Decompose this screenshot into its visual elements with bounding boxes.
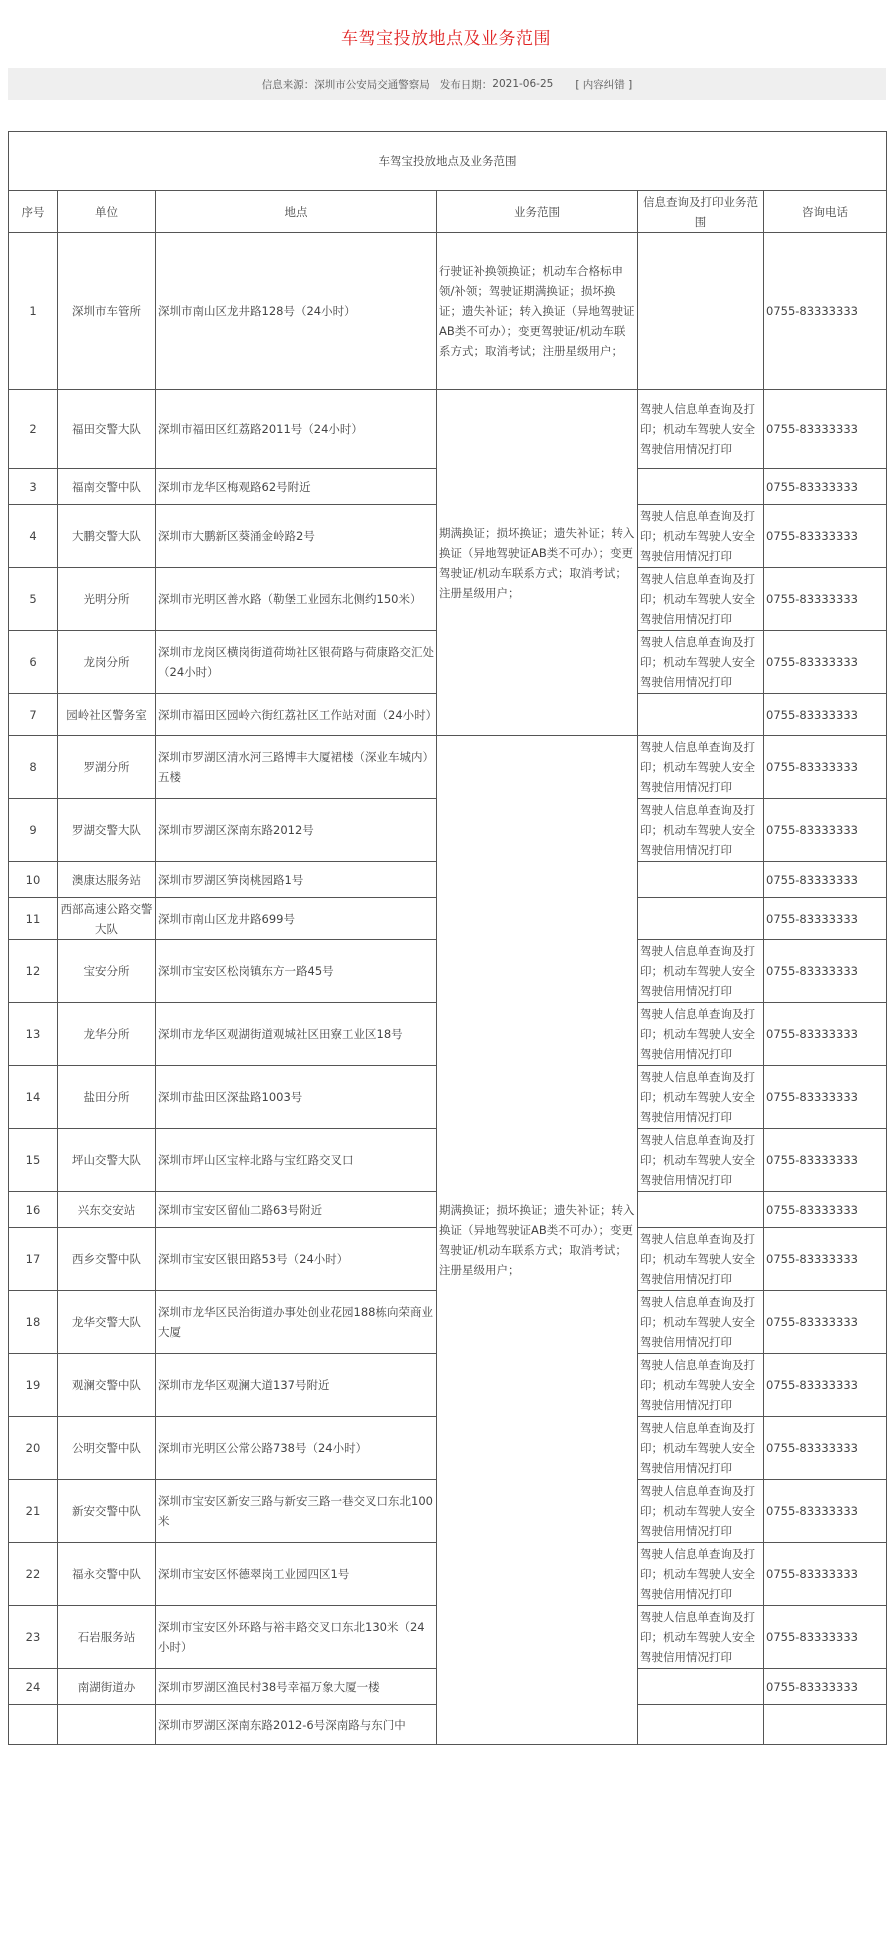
row-unit: 公明交警中队 <box>58 1417 156 1480</box>
row-info-print-scope: 驾驶人信息单查询及打印；机动车驾驶人安全驾驶信用情况打印 <box>638 1291 764 1354</box>
row-info-print-scope: 驾驶人信息单查询及打印；机动车驾驶人安全驾驶信用情况打印 <box>638 1480 764 1543</box>
row-info-print-scope <box>638 1705 764 1745</box>
row-address: 深圳市宝安区留仙二路63号附近 <box>156 1192 437 1228</box>
row-unit: 深圳市车管所 <box>58 233 156 390</box>
row-phone: 0755-83333333 <box>764 1354 887 1417</box>
row-index: 8 <box>9 736 58 799</box>
row-index: 24 <box>9 1669 58 1705</box>
row-unit: 兴东交安站 <box>58 1192 156 1228</box>
row-index: 1 <box>9 233 58 390</box>
row-phone: 0755-83333333 <box>764 1291 887 1354</box>
col-header-phone: 咨询电话 <box>764 191 887 233</box>
row-info-print-scope <box>638 1669 764 1705</box>
row-phone: 0755-83333333 <box>764 1129 887 1192</box>
row-phone: 0755-83333333 <box>764 1417 887 1480</box>
row-index: 23 <box>9 1606 58 1669</box>
row-index: 11 <box>9 898 58 940</box>
row-phone: 0755-83333333 <box>764 1669 887 1705</box>
row-address: 深圳市龙华区梅观路62号附近 <box>156 469 437 505</box>
row-info-print-scope: 驾驶人信息单查询及打印；机动车驾驶人安全驾驶信用情况打印 <box>638 1354 764 1417</box>
source-value: 深圳市公安局交通警察局 <box>314 78 430 91</box>
row-index: 5 <box>9 568 58 631</box>
row-index: 9 <box>9 799 58 862</box>
row-phone: 0755-83333333 <box>764 694 887 736</box>
row-index: 3 <box>9 469 58 505</box>
table-header-row <box>9 191 887 233</box>
row-phone: 0755-83333333 <box>764 631 887 694</box>
col-header-address: 地点 <box>156 191 437 233</box>
row-index: 16 <box>9 1192 58 1228</box>
row-unit: 园岭社区警务室 <box>58 694 156 736</box>
row-index: 18 <box>9 1291 58 1354</box>
row-phone: 0755-83333333 <box>764 390 887 469</box>
row-address: 深圳市光明区公常公路738号（24小时） <box>156 1417 437 1480</box>
row-phone: 0755-83333333 <box>764 1543 887 1606</box>
table-row <box>9 736 887 799</box>
row-unit: 大鹏交警大队 <box>58 505 156 568</box>
row-index: 17 <box>9 1228 58 1291</box>
row-unit: 罗湖交警大队 <box>58 799 156 862</box>
row-unit: 澳康达服务站 <box>58 862 156 898</box>
publish-date: 2021-06-25 <box>492 78 554 90</box>
row-unit: 盐田分所 <box>58 1066 156 1129</box>
content-correction-link[interactable]: [ 内容纠错 ] <box>575 78 633 91</box>
row-address: 深圳市龙岗区横岗街道荷坳社区银荷路与荷康路交汇处（24小时） <box>156 631 437 694</box>
row-phone: 0755-83333333 <box>764 1003 887 1066</box>
row-info-print-scope: 驾驶人信息单查询及打印；机动车驾驶人安全驾驶信用情况打印 <box>638 631 764 694</box>
row-phone: 0755-83333333 <box>764 568 887 631</box>
row-index: 15 <box>9 1129 58 1192</box>
row-unit: 罗湖分所 <box>58 736 156 799</box>
row-unit: 龙华分所 <box>58 1003 156 1066</box>
row-unit: 龙华交警大队 <box>58 1291 156 1354</box>
row-unit <box>58 1705 156 1745</box>
col-header-unit: 单位 <box>58 191 156 233</box>
row-info-print-scope: 驾驶人信息单查询及打印；机动车驾驶人安全驾驶信用情况打印 <box>638 940 764 1003</box>
row-index <box>9 1705 58 1745</box>
row-info-print-scope <box>638 1192 764 1228</box>
row-unit: 宝安分所 <box>58 940 156 1003</box>
row-index: 21 <box>9 1480 58 1543</box>
row-phone: 0755-83333333 <box>764 1228 887 1291</box>
row-phone: 0755-83333333 <box>764 233 887 390</box>
row-info-print-scope <box>638 694 764 736</box>
row-index: 7 <box>9 694 58 736</box>
row-address: 深圳市宝安区外环路与裕丰路交叉口东北130米（24小时） <box>156 1606 437 1669</box>
row-info-print-scope: 驾驶人信息单查询及打印；机动车驾驶人安全驾驶信用情况打印 <box>638 1543 764 1606</box>
row-index: 12 <box>9 940 58 1003</box>
page-title: 车驾宝投放地点及业务范围 <box>341 29 551 49</box>
table-caption: 车驾宝投放地点及业务范围 <box>9 132 887 191</box>
row-unit: 福永交警中队 <box>58 1543 156 1606</box>
row-info-print-scope <box>638 862 764 898</box>
row-unit: 南湖街道办 <box>58 1669 156 1705</box>
row-phone: 0755-83333333 <box>764 1606 887 1669</box>
row-info-print-scope: 驾驶人信息单查询及打印；机动车驾驶人安全驾驶信用情况打印 <box>638 568 764 631</box>
table-caption-row <box>9 132 887 191</box>
row-address: 深圳市龙华区观湖街道观城社区田寮工业区18号 <box>156 1003 437 1066</box>
table-row <box>9 233 887 390</box>
col-header-business-scope: 业务范围 <box>437 191 638 233</box>
row-address: 深圳市盐田区深盐路1003号 <box>156 1066 437 1129</box>
col-header-info-print-scope: 信息查询及打印业务范围 <box>638 191 764 233</box>
row-business-scope: 期满换证；损坏换证；遗失补证；转入换证（异地驾驶证AB类不可办）；变更驾驶证/机动车联系方式；取消考试；注册星级用户； <box>437 390 638 736</box>
row-info-print-scope: 驾驶人信息单查询及打印；机动车驾驶人安全驾驶信用情况打印 <box>638 736 764 799</box>
row-phone: 0755-83333333 <box>764 1192 887 1228</box>
row-index: 10 <box>9 862 58 898</box>
col-header-index: 序号 <box>9 191 58 233</box>
row-unit: 西乡交警中队 <box>58 1228 156 1291</box>
row-index: 4 <box>9 505 58 568</box>
row-phone: 0755-83333333 <box>764 1066 887 1129</box>
row-unit: 坪山交警大队 <box>58 1129 156 1192</box>
row-info-print-scope: 驾驶人信息单查询及打印；机动车驾驶人安全驾驶信用情况打印 <box>638 799 764 862</box>
row-phone: 0755-83333333 <box>764 469 887 505</box>
row-info-print-scope: 驾驶人信息单查询及打印；机动车驾驶人安全驾驶信用情况打印 <box>638 1003 764 1066</box>
locations-table <box>8 131 887 1745</box>
row-index: 14 <box>9 1066 58 1129</box>
row-address: 深圳市坪山区宝梓北路与宝红路交叉口 <box>156 1129 437 1192</box>
row-address: 深圳市罗湖区笋岗桃园路1号 <box>156 862 437 898</box>
row-phone: 0755-83333333 <box>764 505 887 568</box>
row-unit: 福南交警中队 <box>58 469 156 505</box>
row-unit: 观澜交警中队 <box>58 1354 156 1417</box>
row-index: 22 <box>9 1543 58 1606</box>
row-address: 深圳市宝安区怀德翠岗工业园四区1号 <box>156 1543 437 1606</box>
date-label: 发布日期： <box>439 78 493 91</box>
meta-bar <box>8 68 886 100</box>
row-address: 深圳市福田区园岭六街红荔社区工作站对面（24小时） <box>156 694 437 736</box>
row-phone <box>764 1705 887 1745</box>
row-index: 6 <box>9 631 58 694</box>
row-address: 深圳市南山区龙井路699号 <box>156 898 437 940</box>
source-label: 信息来源： <box>261 78 315 91</box>
row-unit: 龙岗分所 <box>58 631 156 694</box>
row-unit: 福田交警大队 <box>58 390 156 469</box>
row-index: 19 <box>9 1354 58 1417</box>
row-info-print-scope: 驾驶人信息单查询及打印；机动车驾驶人安全驾驶信用情况打印 <box>638 1417 764 1480</box>
row-address: 深圳市龙华区观澜大道137号附近 <box>156 1354 437 1417</box>
row-info-print-scope: 驾驶人信息单查询及打印；机动车驾驶人安全驾驶信用情况打印 <box>638 505 764 568</box>
row-info-print-scope <box>638 469 764 505</box>
row-info-print-scope: 驾驶人信息单查询及打印；机动车驾驶人安全驾驶信用情况打印 <box>638 390 764 469</box>
row-business-scope: 行驶证补换领换证；机动车合格标申领/补领；驾驶证期满换证；损坏换证；遗失补证；转入换证（异地驾驶证AB类不可办）；变更驾驶证/机动车联系方式；取消考试；注册星级用户； <box>437 233 638 390</box>
row-address: 深圳市罗湖区渔民村38号幸福万象大厦一楼 <box>156 1669 437 1705</box>
row-unit: 光明分所 <box>58 568 156 631</box>
row-info-print-scope <box>638 233 764 390</box>
row-info-print-scope <box>638 898 764 940</box>
row-address: 深圳市宝安区新安三路与新安三路一巷交叉口东北100米 <box>156 1480 437 1543</box>
row-address: 深圳市大鹏新区葵涌金岭路2号 <box>156 505 437 568</box>
row-phone: 0755-83333333 <box>764 862 887 898</box>
row-phone: 0755-83333333 <box>764 736 887 799</box>
row-info-print-scope: 驾驶人信息单查询及打印；机动车驾驶人安全驾驶信用情况打印 <box>638 1228 764 1291</box>
row-address: 深圳市罗湖区深南东路2012号 <box>156 799 437 862</box>
row-unit: 石岩服务站 <box>58 1606 156 1669</box>
row-address: 深圳市福田区红荔路2011号（24小时） <box>156 390 437 469</box>
row-address: 深圳市光明区善水路（勒堡工业园东北侧约150米） <box>156 568 437 631</box>
row-address: 深圳市罗湖区深南东路2012-6号深南路与东门中 <box>156 1705 437 1745</box>
row-info-print-scope: 驾驶人信息单查询及打印；机动车驾驶人安全驾驶信用情况打印 <box>638 1129 764 1192</box>
row-unit: 西部高速公路交警大队 <box>58 898 156 940</box>
row-business-scope: 期满换证；损坏换证；遗失补证；转入换证（异地驾驶证AB类不可办）；变更驾驶证/机动车联系方式；取消考试；注册星级用户； <box>437 736 638 1745</box>
row-address: 深圳市宝安区银田路53号（24小时） <box>156 1228 437 1291</box>
row-index: 13 <box>9 1003 58 1066</box>
row-unit: 新安交警中队 <box>58 1480 156 1543</box>
table-row <box>9 390 887 469</box>
row-info-print-scope: 驾驶人信息单查询及打印；机动车驾驶人安全驾驶信用情况打印 <box>638 1606 764 1669</box>
row-phone: 0755-83333333 <box>764 898 887 940</box>
row-index: 2 <box>9 390 58 469</box>
row-phone: 0755-83333333 <box>764 799 887 862</box>
row-index: 20 <box>9 1417 58 1480</box>
row-address: 深圳市罗湖区清水河三路博丰大厦裙楼（深业车城内）五楼 <box>156 736 437 799</box>
row-address: 深圳市南山区龙井路128号（24小时） <box>156 233 437 390</box>
row-phone: 0755-83333333 <box>764 940 887 1003</box>
row-address: 深圳市龙华区民治街道办事处创业花园188栋向荣商业大厦 <box>156 1291 437 1354</box>
row-phone: 0755-83333333 <box>764 1480 887 1543</box>
row-address: 深圳市宝安区松岗镇东方一路45号 <box>156 940 437 1003</box>
row-info-print-scope: 驾驶人信息单查询及打印；机动车驾驶人安全驾驶信用情况打印 <box>638 1066 764 1129</box>
